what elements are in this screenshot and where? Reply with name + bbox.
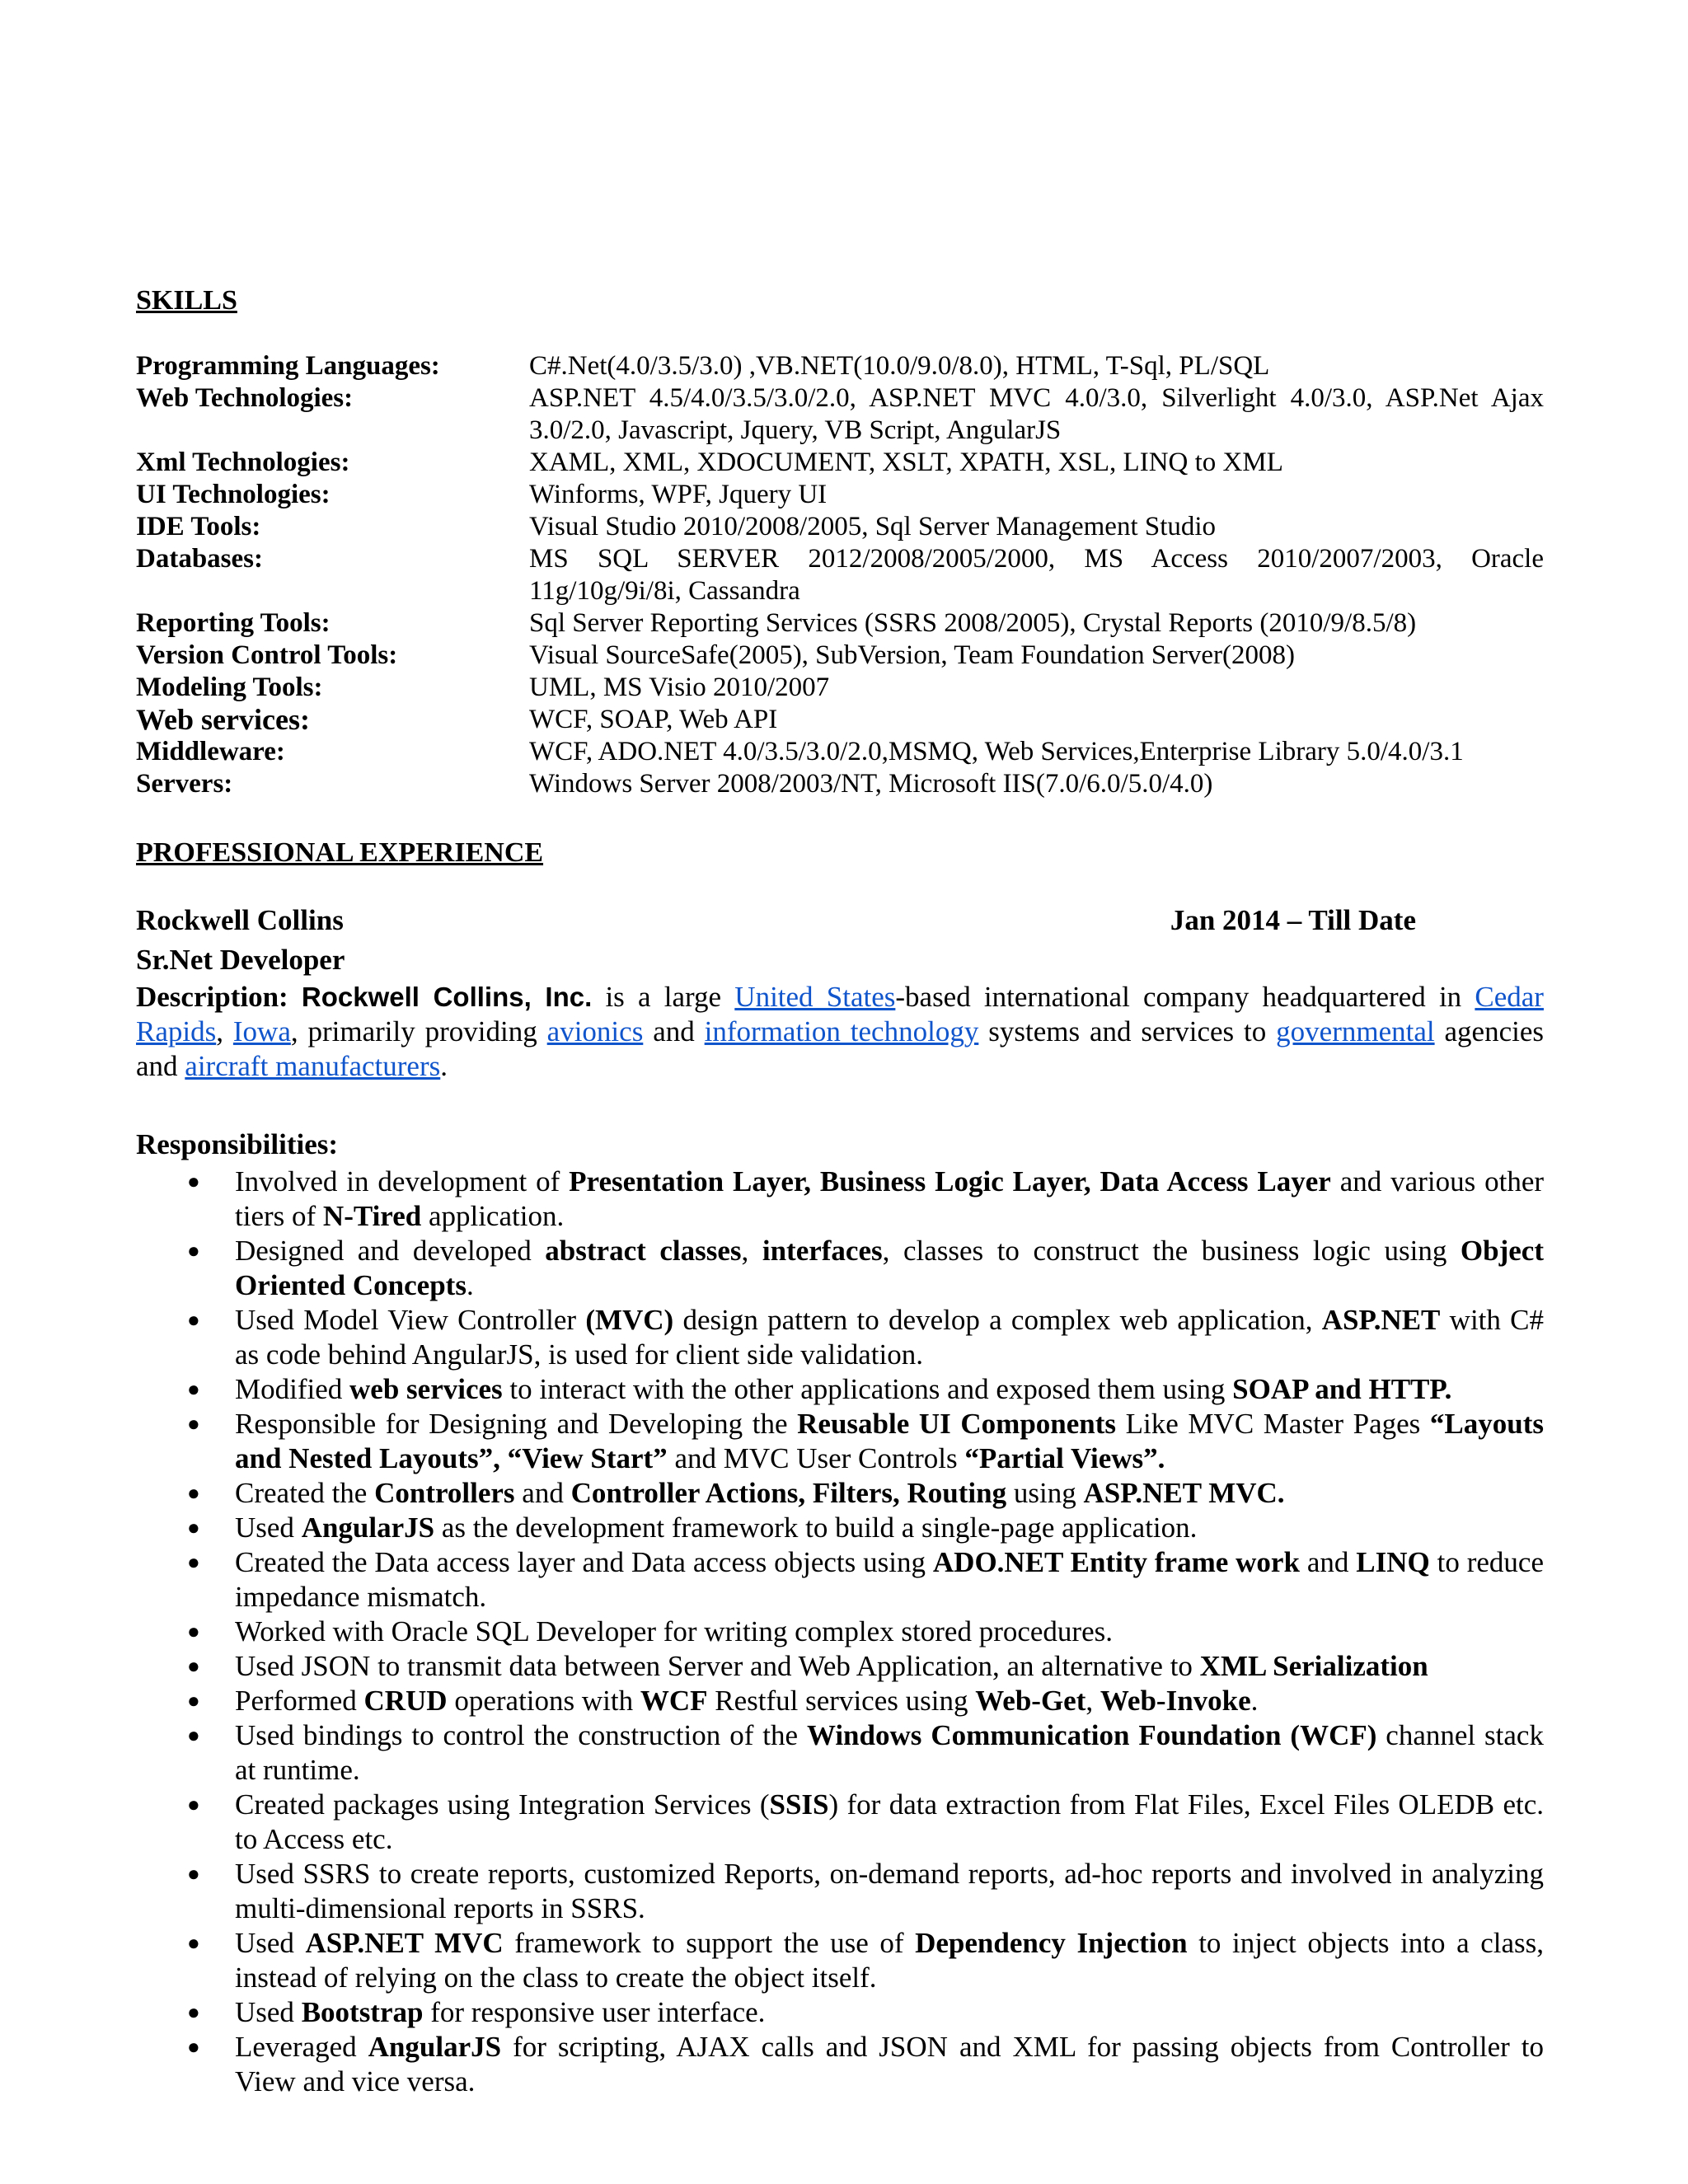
responsibility-bold: Bootstrap: [301, 1996, 424, 2028]
skill-value: WCF, SOAP, Web API: [529, 705, 778, 734]
resume-page: [136, 284, 1544, 2099]
responsibility-text: with C# as code behind AngularJS, is used for client side validation.: [235, 1304, 1545, 1371]
bullet-icon: ●: [187, 1931, 200, 1955]
skill-row: [136, 672, 1544, 704]
responsibility-bold: Controller Actions, Filters, Routing: [570, 1477, 1007, 1509]
skill-row: [136, 350, 1544, 382]
responsibility-bold: Web-Invoke: [1100, 1685, 1251, 1717]
responsibility-item: [136, 1545, 1544, 1615]
skill-label: Servers:: [136, 769, 233, 799]
bullet-icon: ●: [187, 1619, 200, 1643]
skill-row: [136, 736, 1544, 768]
responsibility-text: operations with: [447, 1685, 640, 1717]
responsibility-bold: AngularJS: [301, 1511, 435, 1544]
skill-row: [136, 479, 1544, 511]
responsibility-bold: ASP.NET MVC: [305, 1927, 504, 1959]
responsibility-text: Used JSON to transmit data between Server and Web Application, an alternative to: [235, 1650, 1200, 1682]
bullet-icon: ●: [187, 1689, 200, 1713]
skill-label: UI Technologies:: [136, 480, 331, 509]
bullet-icon: ●: [187, 1308, 200, 1332]
description-text: -based international company headquartered in: [895, 981, 1475, 1013]
bullet-icon: ●: [187, 1793, 200, 1816]
responsibility-item: [136, 1303, 1544, 1372]
responsibility-bold: N-Tired: [322, 1200, 422, 1232]
responsibility-bold: SOAP and HTTP.: [1232, 1373, 1452, 1405]
responsibility-text: Used SSRS to create reports, customized Reports, on-demand reports, ad-hoc reports and involved in analyzing multi-dimensional reports in SSRS.: [235, 1858, 1544, 1924]
responsibility-text: Used: [235, 1511, 302, 1544]
description-text: is a large: [592, 981, 735, 1013]
skill-value: Sql Server Reporting Services (SSRS 2008/2005), Crystal Reports (2010/9/8.5/8): [529, 608, 1417, 638]
responsibility-text: using: [1006, 1477, 1084, 1509]
skill-value: MS SQL SERVER 2012/2008/2005/2000, MS Access 2010/2007/2003, Oracle 11g/10g/9i/8i, Cassandra: [529, 544, 1544, 606]
responsibility-text: and various other tiers of: [235, 1165, 1545, 1232]
bullet-icon: ●: [187, 1377, 200, 1401]
link-united-states[interactable]: United States: [734, 981, 896, 1013]
responsibility-item: [136, 1649, 1544, 1684]
link-aircraft-manufacturers[interactable]: aircraft manufacturers: [185, 1050, 441, 1082]
job-header: [136, 901, 1544, 940]
bullet-icon: ●: [187, 1550, 200, 1574]
skill-label: Reporting Tools:: [136, 608, 331, 638]
responsibility-item: [136, 1615, 1544, 1649]
skill-value: Windows Server 2008/2003/NT, Microsoft IIS(7.0/6.0/5.0/4.0): [529, 769, 1213, 799]
responsibility-item: [136, 1476, 1544, 1511]
responsibility-bold: SSIS: [769, 1788, 829, 1821]
responsibility-item: [136, 1407, 1544, 1476]
responsibility-text: Created the Data access layer and Data access objects using: [235, 1546, 933, 1578]
responsibility-text: Modified: [235, 1373, 350, 1405]
responsibility-text: Used: [235, 1927, 306, 1959]
responsibility-text: , classes to construct the business logic using: [882, 1235, 1461, 1267]
responsibility-text: Created the: [235, 1477, 375, 1509]
responsibility-item: [136, 1511, 1544, 1545]
responsibility-text: Worked with Oracle SQL Developer for writing complex stored procedures.: [235, 1615, 1113, 1647]
responsibility-bold: ADO.NET Entity frame work: [932, 1546, 1300, 1578]
responsibility-text: channel stack at runtime.: [235, 1719, 1544, 1786]
description-text: ,: [216, 1015, 233, 1047]
bullet-icon: ●: [187, 1481, 200, 1505]
responsibility-bold: ASP.NET: [1321, 1304, 1441, 1336]
responsibility-text: Used bindings to control the construction of the: [235, 1719, 807, 1751]
skill-label: Programming Languages:: [136, 351, 440, 381]
responsibility-bold: Web-Get: [975, 1685, 1086, 1717]
description-text: and: [643, 1015, 705, 1047]
job-role: Sr.Net Developer: [136, 944, 345, 976]
skill-label: IDE Tools:: [136, 512, 261, 541]
skill-value: WCF, ADO.NET 4.0/3.5/3.0/2.0,MSMQ, Web Services,Enterprise Library 5.0/4.0/3.1: [529, 737, 1464, 766]
responsibility-bold: abstract classes: [545, 1235, 742, 1267]
responsibility-text: Restful services using: [707, 1685, 976, 1717]
link-governmental[interactable]: governmental: [1276, 1015, 1435, 1047]
link-iowa[interactable]: Iowa: [232, 1015, 291, 1047]
company-name: Rockwell Collins: [136, 904, 344, 936]
description-text: .: [440, 1050, 448, 1082]
skill-value: XAML, XML, XDOCUMENT, XSLT, XPATH, XSL, LINQ to XML: [529, 448, 1283, 477]
responsibility-text: to interact with the other applications and exposed them using: [502, 1373, 1233, 1405]
responsibility-bold: interfaces: [762, 1235, 883, 1267]
responsibilities-list: [136, 1165, 1544, 2099]
bullet-icon: ●: [187, 1654, 200, 1678]
skill-label: Modeling Tools:: [136, 673, 323, 702]
description-text: systems and services to: [978, 1015, 1277, 1047]
description-company: Rockwell Collins, Inc.: [301, 982, 593, 1012]
responsibilities-title: Responsibilities:: [136, 1128, 339, 1160]
bullet-icon: ●: [187, 1723, 200, 1747]
responsibility-item: [136, 1165, 1544, 1234]
responsibility-item: [136, 2030, 1544, 2099]
bullet-icon: ●: [187, 1169, 200, 1193]
responsibility-bold: ASP.NET MVC.: [1083, 1477, 1285, 1509]
skill-value: ASP.NET 4.5/4.0/3.5/3.0/2.0, ASP.NET MVC 4.0/3.0, Silverlight 4.0/3.0, ASP.Net Ajax 3.0/2.0, Javascript, Jquery, VB Script, AngularJS: [529, 383, 1544, 445]
job-dates: Jan 2014 – Till Date: [1170, 904, 1416, 936]
responsibility-bold: Windows Communication Foundation (WCF): [806, 1719, 1377, 1751]
responsibility-bold: (MVC): [585, 1304, 674, 1336]
skill-row: [136, 543, 1544, 607]
skills-heading: SKILLS: [136, 285, 237, 316]
responsibility-text: and MVC User Controls: [667, 1442, 965, 1474]
bullet-icon: ●: [187, 2035, 200, 2059]
responsibility-text: Leveraged: [235, 2031, 368, 2063]
skill-label: Xml Technologies:: [136, 448, 350, 477]
skill-label: Web services:: [136, 703, 310, 736]
skill-row: [136, 382, 1544, 447]
responsibility-bold: Reusable UI Components: [797, 1408, 1117, 1440]
responsibility-bold: LINQ: [1356, 1546, 1430, 1578]
skill-row: [136, 704, 1544, 736]
skill-label: Middleware:: [136, 737, 285, 766]
responsibility-text: Like MVC Master Pages: [1116, 1408, 1430, 1440]
responsibility-text: for responsive user interface.: [423, 1996, 766, 2028]
bullet-icon: ●: [187, 1862, 200, 1886]
responsibility-item: [136, 1718, 1544, 1788]
responsibility-text: .: [466, 1269, 474, 1301]
skill-row: [136, 511, 1544, 543]
skill-value: UML, MS Visio 2010/2007: [529, 673, 830, 702]
responsibility-text: to reduce impedance mismatch.: [235, 1546, 1545, 1613]
responsibility-bold: Controllers: [374, 1477, 515, 1509]
skills-table: [136, 350, 1544, 800]
link-avionics[interactable]: avionics: [546, 1015, 644, 1047]
skill-row: [136, 768, 1544, 800]
responsibility-item: [136, 1372, 1544, 1407]
bullet-icon: ●: [187, 1412, 200, 1436]
responsibility-text: Created packages using Integration Services (: [235, 1788, 770, 1821]
responsibility-item: [136, 1926, 1544, 1995]
responsibility-text: Used: [235, 1996, 302, 2028]
skill-row: [136, 447, 1544, 479]
responsibility-item: [136, 1788, 1544, 1857]
responsibility-text: to inject objects into a class, instead of relying on the class to create the object itself.: [235, 1927, 1544, 1994]
responsibility-bold: “Partial Views”.: [964, 1442, 1165, 1474]
skill-label: Databases:: [136, 544, 263, 574]
link-cedar-rapids[interactable]: Cedar Rapids: [136, 981, 1544, 1047]
responsibility-bold: WCF: [640, 1685, 708, 1717]
skill-value: Winforms, WPF, Jquery UI: [529, 480, 828, 509]
bullet-icon: ●: [187, 2000, 200, 2024]
responsibility-text: Designed and developed: [235, 1235, 546, 1267]
responsibility-text: ,: [1085, 1685, 1100, 1717]
responsibility-bold: Presentation Layer, Business Logic Layer, Data Access Layer: [569, 1165, 1331, 1197]
responsibility-text: and: [1299, 1546, 1357, 1578]
skill-value: Visual SourceSafe(2005), SubVersion, Team Foundation Server(2008): [529, 640, 1296, 670]
responsibility-text: Performed: [235, 1685, 364, 1717]
responsibility-text: for scripting, AJAX calls and JSON and XML for passing objects from Controller to View and vice versa.: [235, 2031, 1544, 2097]
responsibility-item: [136, 1857, 1544, 1926]
responsibility-text: design pattern to develop a complex web application,: [673, 1304, 1322, 1336]
responsibility-text: ,: [741, 1235, 762, 1267]
responsibility-text: as the development framework to build a single-page application.: [434, 1511, 1198, 1544]
responsibility-text: framework to support the use of: [503, 1927, 916, 1959]
bullet-icon: ●: [187, 1516, 200, 1540]
description-text: agencies and: [136, 1015, 1544, 1082]
responsibility-text: Involved in development of: [235, 1165, 570, 1197]
responsibility-text: .: [1250, 1685, 1259, 1717]
responsibility-item: [136, 1234, 1544, 1303]
responsibility-bold: XML Serialization: [1199, 1650, 1428, 1682]
responsibility-text: application.: [421, 1200, 565, 1232]
skill-row: [136, 640, 1544, 672]
job-description: [136, 980, 1544, 1084]
description-text: , primarily providing: [290, 1015, 547, 1047]
responsibility-bold: Object Oriented Concepts: [235, 1235, 1544, 1301]
responsibility-item: [136, 1995, 1544, 2030]
responsibility-bold: Dependency Injection: [915, 1927, 1188, 1959]
responsibility-bold: “Layouts and Nested Layouts”, “View Start”: [235, 1408, 1544, 1474]
experience-heading: PROFESSIONAL EXPERIENCE: [136, 837, 544, 868]
bullet-icon: ●: [187, 1239, 200, 1263]
responsibility-bold: web services: [349, 1373, 503, 1405]
skill-row: [136, 607, 1544, 640]
skill-value: Visual Studio 2010/2008/2005, Sql Server Management Studio: [529, 512, 1217, 541]
responsibility-text: Used Model View Controller: [235, 1304, 586, 1336]
skill-label: Version Control Tools:: [136, 640, 398, 670]
responsibility-text: ) for data extraction from Flat Files, Excel Files OLEDB etc. to Access etc.: [235, 1788, 1544, 1855]
responsibility-item: [136, 1684, 1544, 1718]
link-information-technology[interactable]: information technology: [704, 1015, 979, 1047]
skill-value: C#.Net(4.0/3.5/3.0) ,VB.NET(10.0/9.0/8.0), HTML, T-Sql, PL/SQL: [529, 351, 1270, 381]
description-label: Description:: [136, 981, 302, 1013]
responsibility-text: and: [514, 1477, 571, 1509]
responsibility-text: Responsible for Designing and Developing the: [235, 1408, 798, 1440]
skill-label: Web Technologies:: [136, 383, 354, 413]
responsibility-bold: AngularJS: [368, 2031, 502, 2063]
responsibility-bold: CRUD: [363, 1685, 448, 1717]
